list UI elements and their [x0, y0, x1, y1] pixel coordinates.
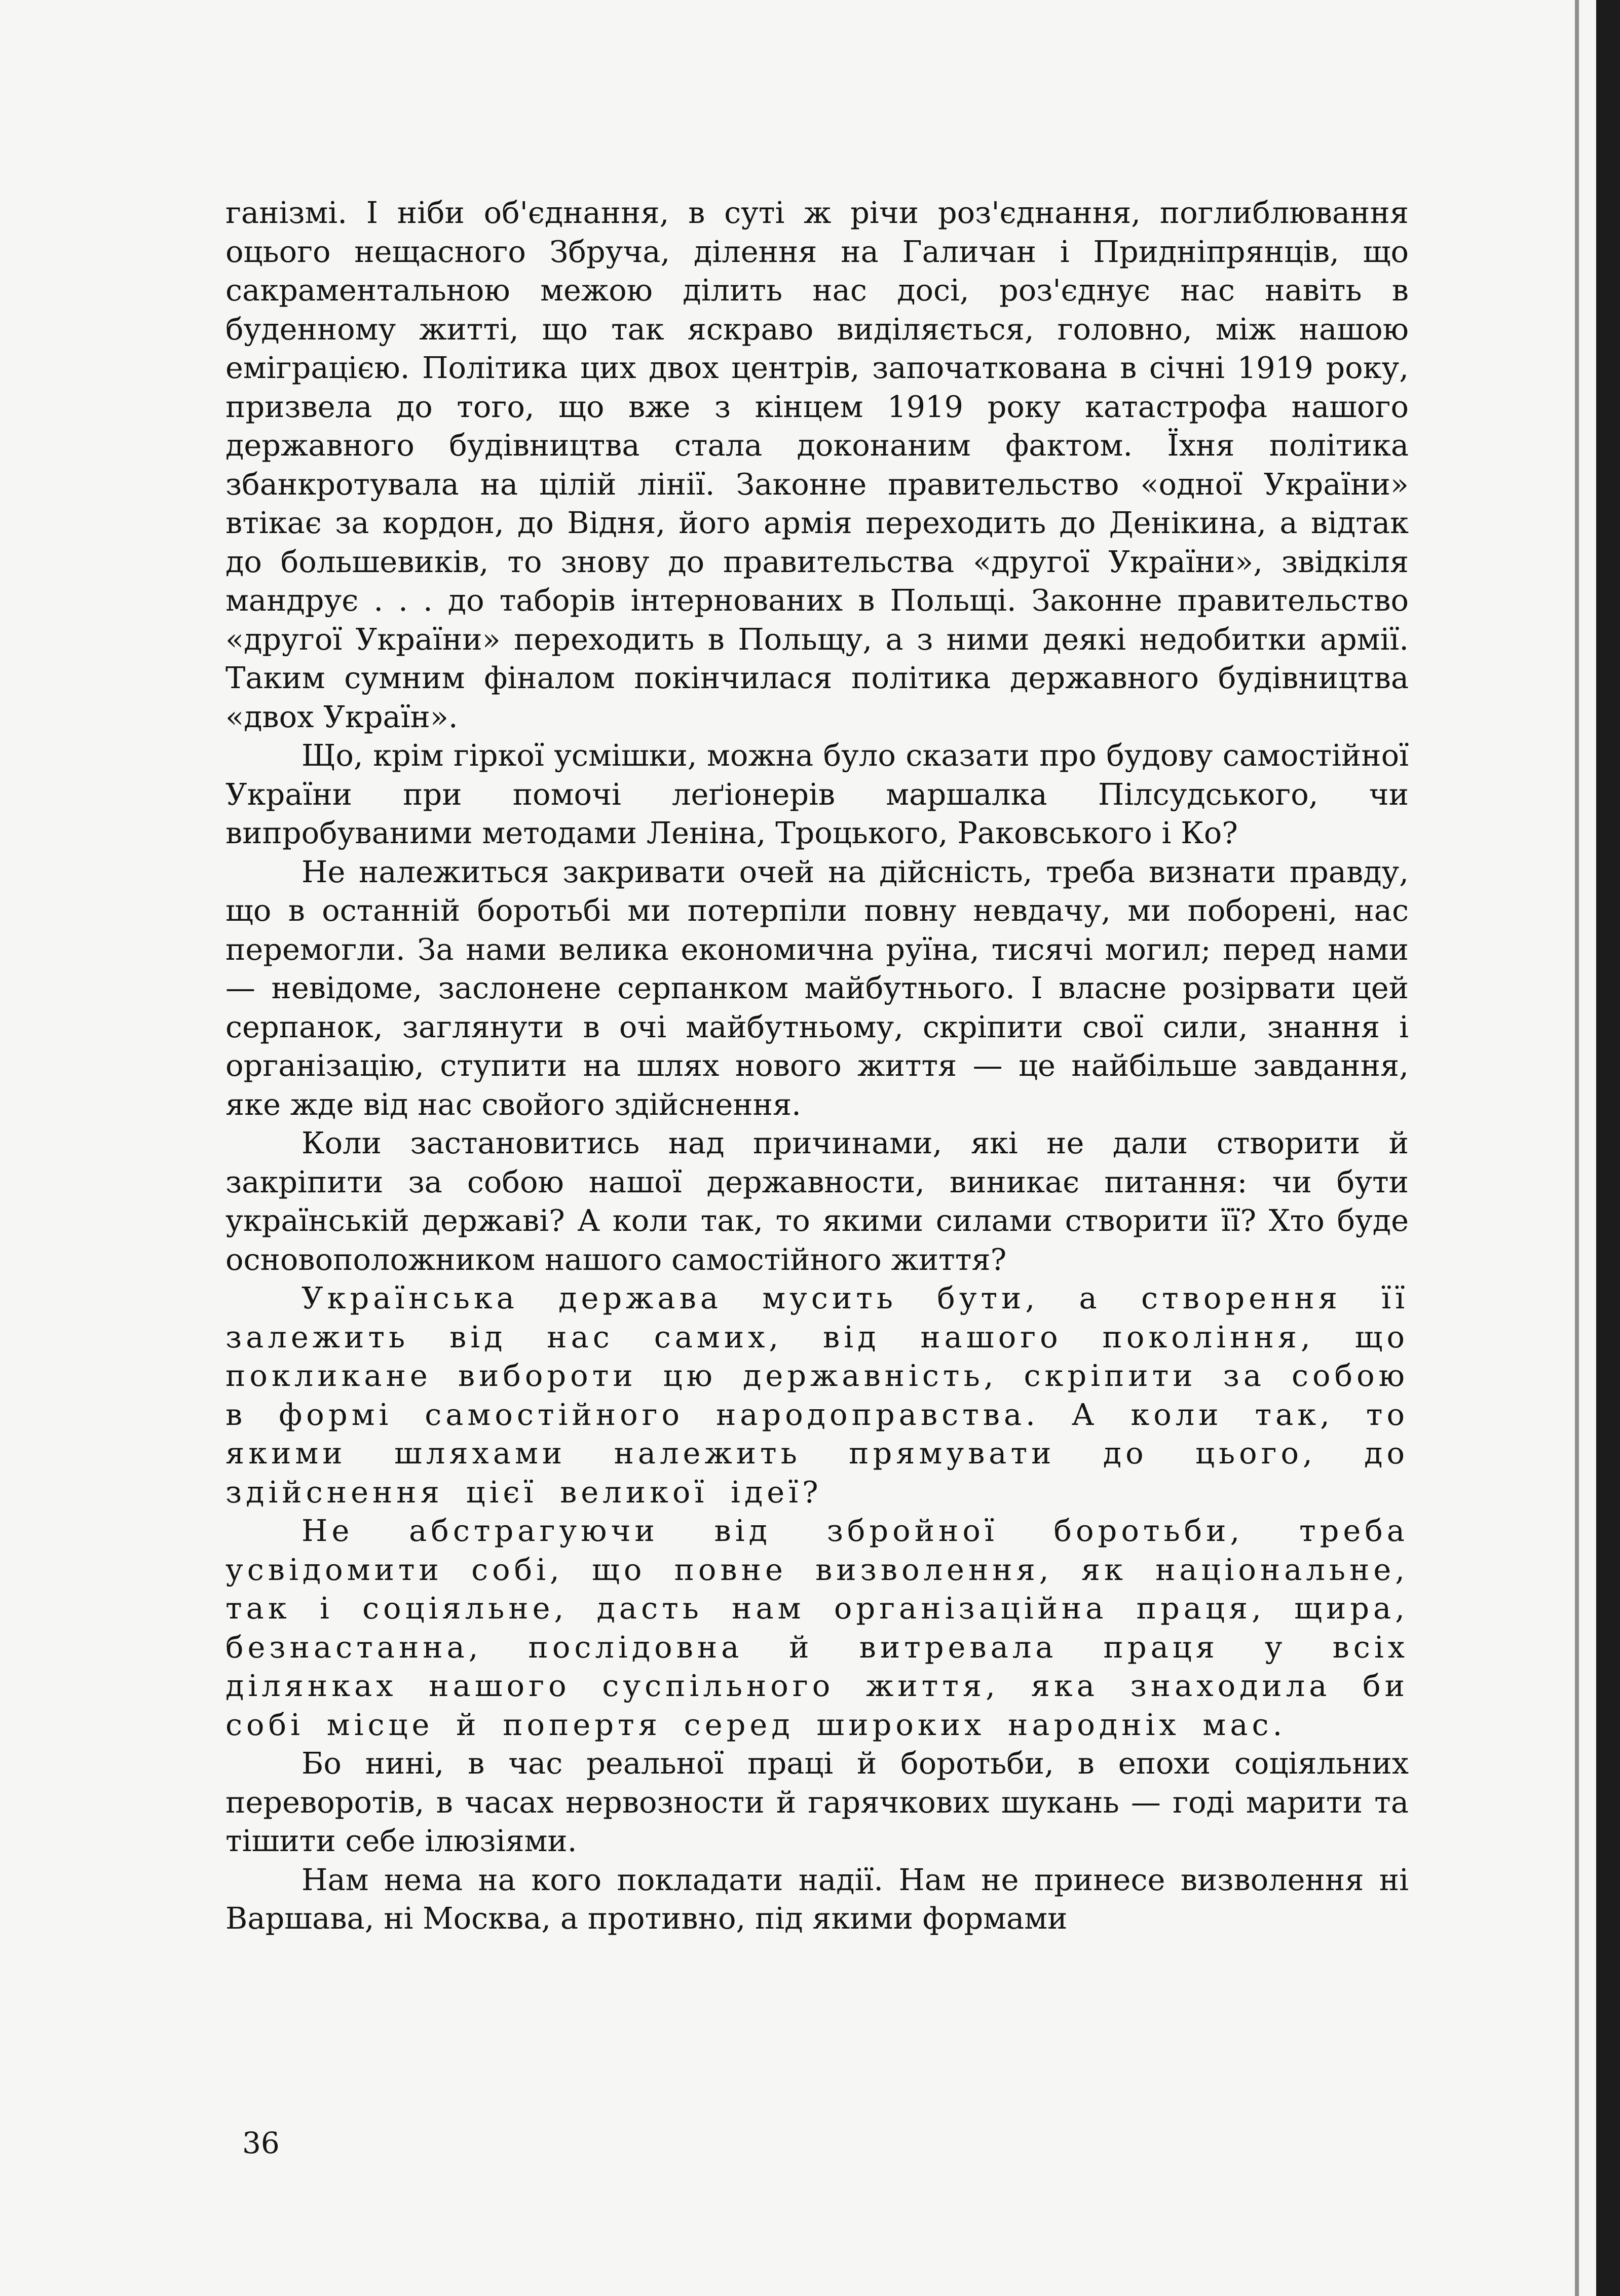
- paragraph-4: Коли застановитись над причинами, які не дали створити й закріпити за собою нашої державности, виникає питання: чи бути українській державі? А коли так, то якими силами створити її? Хто буде основоположником нашого самостійного життя?: [225, 1125, 1409, 1277]
- paragraph-8: Нам нема на кого покладати надії. Нам не принесе визволення ні Варшава, ні Москва, а противно, під якими формами: [225, 1862, 1409, 1936]
- scan-dark-edge: [1596, 0, 1620, 2296]
- paragraph-6-spaced: Не абстрагуючи від збройної боротьби, треба усвідомити собі, що повне визволення, як національне, так і соціяльне, дасть нам організаційна праця, щира, безнастанна, послідовна й витревала праця у всіх ділянках нашого суспільного життя, яка знаходила би собі місце й попертя серед широких народніх мас.: [225, 1513, 1409, 1742]
- paragraph-2: Що, крім гіркої усмішки, можна було сказати про будову самостійної України при помочі леґіонерів маршалка Пілсудського, чи випробуваними методами Леніна, Троцького, Раковського і Ко?: [225, 738, 1409, 850]
- paragraph-1: ганізмі. І ніби об'єднання, в суті ж річи роз'єднання, поглиблювання оцього нещасного Збруча, ділення на Галичан і Придніпрянців, що сакраментальною межою ділить нас досі, роз'єднує нас навіть в буденному житті, що так яскраво виділяється, головно, між нашою еміграцією. Політика цих двох центрів, започаткована в січні 1919 року, призвела до того, що вже з кінцем 1919 року катастрофа нашого державного будівництва стала доконаним фактом. Їхня політика збанкротувала на цілій лінії. Законне правительство «одної України» втікає за кордон, до Відня, його армія переходить до Денікина, а відтак до большевиків, то знову до правительства «другої України», звідкіля мандрує . . . до таборів інтернованих в Польщі. Законне правительство «другої України» переходить в Польщу, а з ними деякі недобитки армії. Таким сумним фіналом покінчилася політика державного будівництва «двох Україн».: [225, 195, 1409, 734]
- page-number: 36: [242, 2126, 280, 2160]
- page-shadow-edge: [1575, 0, 1579, 2296]
- body-text: [225, 194, 1409, 1938]
- paragraph-3: Не належиться закривати очей на дійсність, треба визнати правду, що в останній боротьбі ми потерпіли повну невдачу, ми поборені, нас перемогли. За нами велика економична руїна, тисячі могил; перед нами — невідоме, заслонене серпанком майбутнього. І власне розірвати цей серпанок, заглянути в очі майбутньому, скріпити свої сили, знання і організацію, ступити на шлях нового життя — це найбільше завдання, яке жде від нас свойого здійснення.: [225, 854, 1409, 1122]
- paragraph-5-spaced: Українська держава мусить бути, а створення її залежить від нас самих, від нашого покоління, що покликане вибороти цю державність, скріпити за собою в формі самостійного народоправства. А коли так, то якими шляхами належить прямувати до цього, до здійснення цієї великої ідеї?: [225, 1281, 1409, 1510]
- paragraph-7: Бо нині, в час реальної праці й боротьби, в епохи соціяльних переворотів, в часах нервозности й гарячкових шукань — годі марити та тішити себе ілюзіями.: [225, 1746, 1409, 1858]
